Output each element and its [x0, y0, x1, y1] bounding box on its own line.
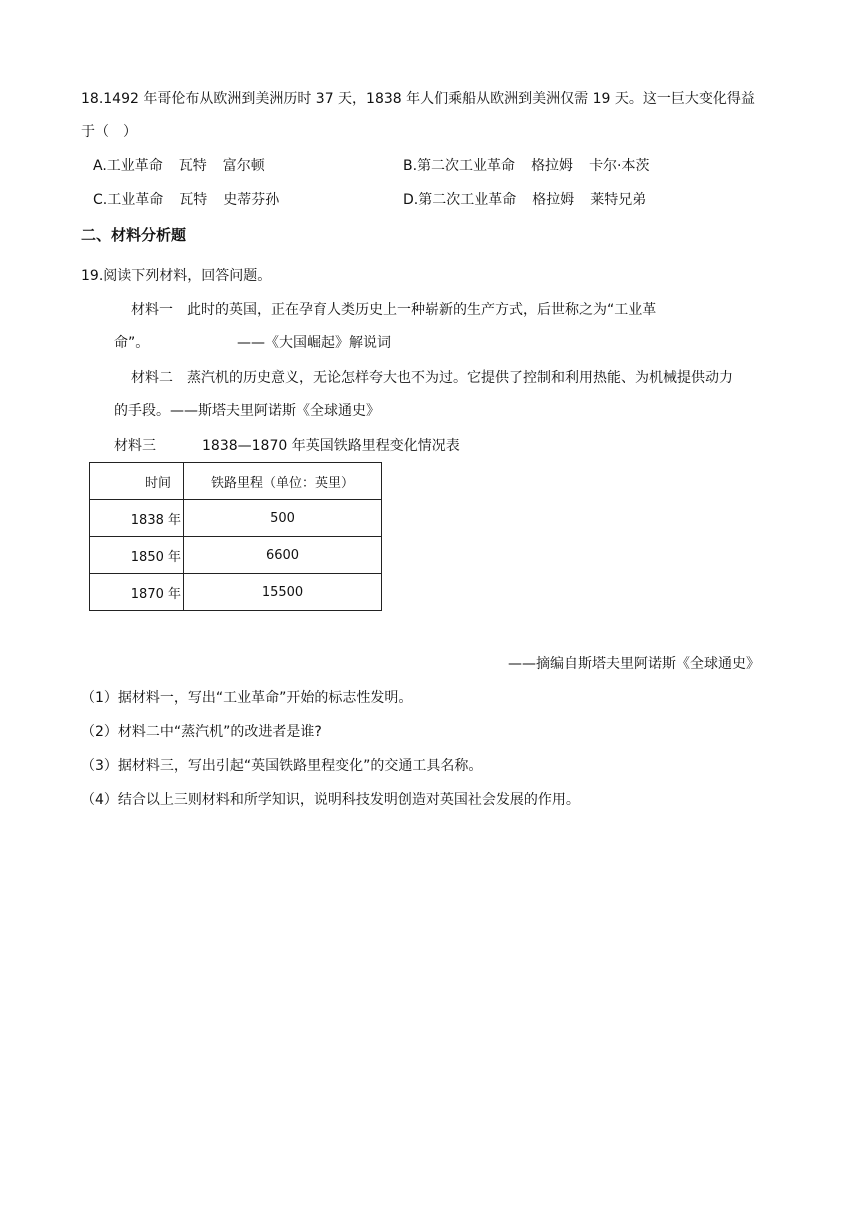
q18-stem-line2: 于（ ） — [81, 124, 137, 140]
table-cell-mileage: 6600 — [184, 537, 382, 574]
q18-stem-line1: 18.1492 年哥伦布从欧洲到美洲历时 37 天，1838 年人们乘船从欧洲到美洲仅需 19 天。这一巨大变化得益 — [81, 91, 755, 107]
option-letter: A. — [93, 158, 107, 174]
option-part: 格拉姆 — [532, 192, 575, 208]
option-part: 史蒂芬孙 — [223, 192, 280, 208]
material-2-line1: 材料二 蒸汽机的历史意义，无论怎样夸大也不为过。它提供了控制和利用热能、为机械提供动力 — [131, 370, 733, 386]
sub-question-3: （3）据材料三，写出引起“英国铁路里程变化”的交通工具名称。 — [81, 758, 483, 774]
table-cell-mileage: 500 — [184, 500, 382, 537]
option-part: 工业革命 — [107, 192, 164, 208]
option-letter: D. — [403, 192, 419, 208]
option-part: 莱特兄弟 — [590, 192, 647, 208]
material-2-line2: 的手段。——斯塔夫里阿诺斯《全球通史》 — [114, 403, 380, 419]
option-part: 瓦特 — [178, 158, 207, 174]
option-part: 富尔顿 — [222, 158, 265, 174]
table-row — [90, 500, 382, 537]
option-part: 格拉姆 — [531, 158, 574, 174]
material-1-line1: 材料一 此时的英国，正在孕育人类历史上一种崭新的生产方式，后世称之为“工业革 — [131, 302, 657, 318]
material-3-title: 1838—1870 年英国铁路里程变化情况表 — [202, 438, 460, 454]
option-part: 第二次工业革命 — [418, 192, 517, 208]
q18-option-d — [403, 190, 646, 210]
material-1-line2: 命”。 — [114, 335, 150, 351]
table-header-cell: 时间 — [90, 463, 184, 500]
table-cell-year: 1870 年 — [90, 574, 184, 611]
sub-question-4: （4）结合以上三则材料和所学知识，说明科技发明创造对英国社会发展的作用。 — [81, 792, 580, 808]
option-part: 卡尔·本茨 — [589, 158, 650, 174]
q18-option-b — [403, 156, 650, 176]
option-part: 第二次工业革命 — [417, 158, 516, 174]
table-row — [90, 574, 382, 611]
q18-option-c — [93, 190, 279, 210]
table-row — [90, 537, 382, 574]
sub-question-1: （1）据材料一，写出“工业革命”开始的标志性发明。 — [81, 690, 413, 706]
material-3-label: 材料三 — [114, 438, 156, 454]
sub-question-2: （2）材料二中“蒸汽机”的改进者是谁? — [81, 724, 322, 740]
option-letter: B. — [403, 158, 418, 174]
material-3-source: ——摘编自斯塔夫里阿诺斯《全球通史》 — [508, 656, 760, 672]
option-letter: C. — [93, 192, 108, 208]
option-part: 瓦特 — [179, 192, 208, 208]
material-1-source: ——《大国崛起》解说词 — [237, 335, 391, 351]
railway-mileage-table — [89, 462, 382, 611]
table-header-cell: 铁路里程（单位：英里） — [184, 463, 382, 500]
q19-intro: 19.阅读下列材料，回答问题。 — [81, 268, 272, 284]
table-cell-year: 1838 年 — [90, 500, 184, 537]
table-cell-mileage: 15500 — [184, 574, 382, 611]
table-cell-year: 1850 年 — [90, 537, 184, 574]
section-title: 二、材料分析题 — [81, 226, 187, 244]
q18-option-a — [93, 156, 265, 176]
table-header-row — [90, 463, 382, 500]
option-part: 工业革命 — [106, 158, 163, 174]
